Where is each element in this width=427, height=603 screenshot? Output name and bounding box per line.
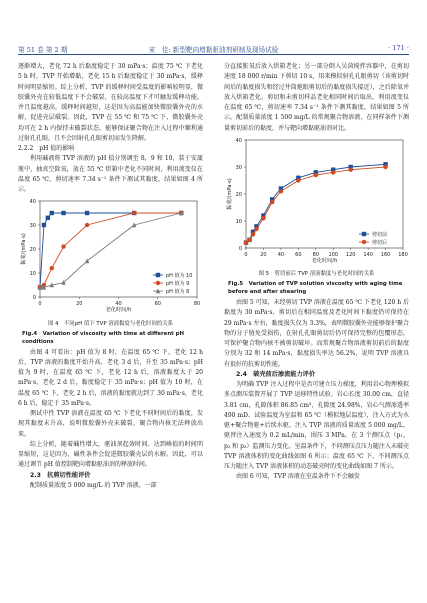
x-tick-label: 20: [76, 301, 83, 308]
page-number: · 171 ·: [388, 44, 409, 52]
section-heading: 2.4 破壳前后渗流能力评价: [236, 370, 316, 378]
x-tick-label: 60: [295, 251, 302, 258]
legend-marker: [156, 281, 160, 285]
x-axis-label: 老化时间/h: [105, 307, 132, 314]
x-axis-label: 老化时间/h: [311, 257, 338, 264]
data-point: [42, 223, 46, 227]
left-column: [18, 62, 203, 491]
page-header: [18, 40, 409, 54]
paragraph: 由图 6 可知，TVP 溶液在室温条件下不会触发: [236, 473, 360, 481]
x-tick-label: 40: [115, 301, 122, 308]
x-tick-label: 80: [193, 301, 201, 308]
right-column: [224, 62, 409, 483]
legend-label: 剪切前: [372, 231, 388, 238]
y-tick-label: 0: [32, 295, 36, 302]
x-tick-label: 0: [244, 251, 248, 258]
data-point: [61, 245, 65, 249]
legend-marker: [362, 240, 366, 244]
x-tick-label: 160: [380, 251, 391, 258]
legend-marker: [362, 232, 366, 236]
figure-4-caption: 图 4 不同pH 值下 TVP 溶液黏度与老化时间的关系: [47, 320, 174, 327]
data-point: [348, 167, 352, 171]
data-point: [279, 189, 283, 193]
section-heading: 2.3 抗剪切性能评价: [30, 471, 91, 479]
figure-4-caption-en: Fig.4 Variation of viscosity with time at different pH conditions: [22, 330, 184, 345]
data-point: [331, 170, 335, 174]
y-tick-label: 10: [29, 271, 36, 278]
legend-marker: [156, 273, 160, 277]
running-title: 宋 佳: 新型靶向增黏驱油剂研制及现场试验: [148, 46, 279, 54]
x-tick-label: 180: [398, 251, 408, 258]
data-point: [251, 232, 255, 236]
x-tick-label: 0: [38, 301, 42, 308]
paragraph: 由图 5 可知，未经剪切 TVP 溶液在温度 65 ℃ 下老化 120 h 后黏度为 30 mPa·s，剪切后在相同温度及老化时间下黏度仍可保持在 29 mPa·s 左右，黏度损失仅为 3.3%，表明微胶囊外壳能够保护聚合物的分子链免受损伤，在射孔孔眼剪切后仍可保持完整的包覆形态，可保护聚合物内核不被剪切破坏。而常规聚合物溶液剪切前后的黏度分别为 32 和 14 mPa·s，黏度损失率达 56.2%，说明 TVP 溶液具有很好的抗剪切性能。: [224, 299, 409, 368]
legend-label: pH 值为 10: [166, 273, 193, 280]
legend-label: pH 值为 9: [166, 281, 190, 288]
y-axis-label: 黏度/(mPa·s): [227, 177, 233, 210]
paragraph: 分直接胀氧后放入烘箱老化；另一部分倒入吴茵搅拌容器中，在剪切速度 18 000 r/min 下剪切 10 s，用来模拟射孔孔眼剪切（该剪切时间后的黏度损失和经过井筒炮眼剪切后的黏度损失接近），之后除氧并放入烘箱老化。剪切和未剪切样品老化相同时间后取出，利用流变仪在温度 65 ℃，剪切速率 7.34 s⁻¹ 条件下测其黏度，结果如图 5 所示。配制质量浓度 1 500 mg/L 的常规聚合物溶液，在同样条件下测量剪切前后的黏度，并与靶向增黏驱油剂对比。: [224, 63, 409, 132]
paragraph: 测试中性 TVP 溶液在温度 65 ℃ 下老化不同时间后的黏度，发现其黏度未升高，说明微胶囊外壳未破裂，聚合物内核无法释放出来。: [18, 410, 203, 438]
data-point: [254, 227, 258, 231]
legend-label: 剪切后: [372, 239, 388, 246]
figure-4-chart: [18, 195, 203, 313]
legend-label: pH 值为 8: [166, 289, 190, 296]
x-tick-label: 40: [277, 251, 285, 258]
data-point: [270, 200, 274, 204]
data-point: [85, 259, 89, 264]
paragraph: 为明确 TVP 注入过程中是否可建立压力梯度，利用岩心物理模拟多点测压装置开展了 TVP 运移特性试验。岩心长度 30.00 cm，直径 3.81 cm，孔隙体积 86.85 cm³，孔隙度 24.98%，岩心气测渗透率 490 mD。试验温度为室温和 65 ℃（模拟地层温度），注入方式为水驱+聚合物驱+后续水驱，注入 TVP 溶液的质量浓度 5 000 mg/L，驱替注入速度为 0.2 mL/min，围压 3 MPa。在 3 个测压点（p₁，p₂ 和 p₃）监测压力变化。室温条件下，不同测压点压力随注入未破壳 TVP 溶液体积的变化曲线如图 6 所示；温度 65 ℃ 下，不同测压点压力随注入 TVP 溶液体积的动态破壳时的变化曲线如图 7 所示。: [224, 381, 409, 470]
series-line: [246, 167, 386, 243]
x-tick-label: 140: [363, 251, 373, 258]
data-point: [247, 237, 251, 241]
x-tick-label: 20: [260, 251, 267, 258]
paragraph: 综上分析，随着碱性增大，驱油剂起效时间、达到峰值的时间明显缩短，这是因为，碱性条件会促进微胶囊壳层的水解。因此，可以通过调节 pH 值控制靶向增黏驱油剂的释放时间。: [18, 440, 203, 469]
figure-5-caption: 图 5 剪切前后 TVP 溶液黏度与老化时间的关系: [258, 271, 375, 277]
figure-5-caption-en: Fig.5 Variation of TVP solution viscosity with aging time before and after shearing: [228, 281, 403, 295]
y-tick-label: 40: [29, 199, 36, 206]
x-tick-label: 80: [312, 251, 319, 258]
data-point: [50, 266, 54, 270]
data-point: [296, 178, 300, 182]
journal-volume: 第 51 卷 第 2 期: [18, 46, 68, 54]
y-tick-label: 10: [235, 218, 242, 225]
data-point: [50, 211, 54, 215]
data-point: [261, 216, 265, 220]
figure-4: [18, 195, 203, 317]
data-point: [383, 165, 387, 169]
paragraph: 配制质量浓度 5 000 mg/L 的 TVP 溶液。一部: [30, 481, 157, 489]
figure-5-chart: [224, 134, 409, 264]
y-tick-label: 0: [238, 245, 242, 252]
data-point: [46, 216, 50, 220]
y-tick-label: 20: [29, 247, 36, 254]
subsection-heading: 2.2.2 pH 值的影响: [18, 145, 75, 152]
data-point: [61, 211, 65, 215]
data-point: [85, 223, 89, 227]
y-tick-label: 40: [235, 137, 242, 144]
y-tick-label: 30: [29, 223, 36, 230]
y-tick-label: 30: [235, 164, 242, 171]
figure-5: [224, 134, 409, 268]
y-tick-label: 20: [235, 191, 242, 198]
x-tick-label: 60: [154, 301, 161, 308]
data-point: [132, 211, 136, 215]
x-tick-label: 100: [328, 251, 338, 258]
paragraph: 由图 4 可看出：pH 值为 8 时，在温度 65 ℃ 下，老化 12 h 后，TVP 溶液的黏度开始升高，老化 3 d 后，升至 35 mPa·s；pH 值为 9 时，在温度 65 ℃ 下，老化 12 h 后，溶液黏度大于 20 mPa·s，老化 2 d 后，黏度稳定于 35 mPa·s；pH 值为 10 时，在温度 65 ℃ 下，老化 2 h 后，溶液的黏度就达到了 30 mPa·s，老化 6 h 后，稳定于 35 mPa·s。: [18, 348, 203, 407]
y-axis-label: 黏度/(mPa·s): [21, 233, 27, 266]
data-point: [314, 173, 318, 177]
data-point: [244, 240, 248, 244]
x-tick-label: 120: [345, 251, 356, 258]
header-rule: [18, 54, 409, 55]
data-point: [85, 211, 89, 215]
paragraph: 利用碱液将 TVP 溶液的 pH 值分别调至 8，9 和 10，装于安瓿瓶中，抽真空除氧，放在 55 ℃ 烘箱中老化不同时间，利用流变仪在温度 65 ℃，剪切速率 7.34 s⁻¹ 条件下测试其黏度，结果如图 4 所示。: [18, 155, 203, 193]
paragraph: 逐渐增大，老化 72 h 后黏度稳定于 30 mPa·s；温度 75 ℃ 下老化 5 h 时，TVP 开始增黏，老化 15 h 后黏度稳定于 30 mPa·s，缓释时间明显缩短。综上分析，TVP 的缓释时间受温度的影响较明显，微胶囊外壳在较低温度下不会破裂，在较高温度下才可触发缓释功能，并且温度越高，缓释时间越短，这是因为高温能加快微胶囊外壳的水解，促进壳层破裂。因此，TVP 在 55 ℃ 和 75 ℃ 下，微胶囊外壳均可在 2 h 内保持未破裂状态，能够保证聚合物在注入过程中顺利通过射孔孔眼，且不会因射孔孔眼剪切而发生降解。: [18, 63, 203, 142]
